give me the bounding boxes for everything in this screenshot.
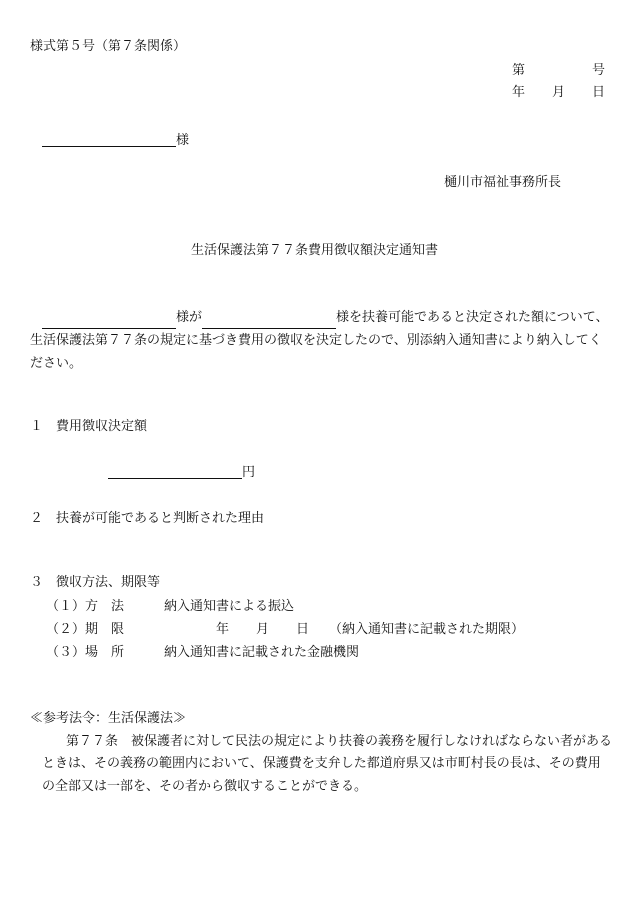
section3-heading: ３ 徴収方法、期限等 bbox=[30, 575, 161, 590]
deadline-label: （２）期 限 bbox=[46, 622, 125, 637]
amount-line bbox=[108, 464, 255, 479]
intro-paragraph bbox=[30, 306, 612, 375]
recipient-name-blank bbox=[42, 132, 176, 147]
recipient-honorific: 様 bbox=[176, 133, 190, 148]
reference-heading: ≪参考法令：生活保護法≫ bbox=[30, 711, 187, 726]
date-month: 月 bbox=[552, 85, 566, 100]
deadline-year: 年 bbox=[216, 622, 230, 637]
date-day: 日 bbox=[592, 85, 606, 100]
intro-text-2: 生活保護法第７７条の規定に基づき費用の徴収を決定したので、別添納入通知書により納入してください。 bbox=[30, 333, 602, 371]
section1-heading: １ 費用徴収決定額 bbox=[30, 419, 148, 434]
issuer: 樋川市福祉事務所長 bbox=[444, 175, 562, 190]
document-title: 生活保護法第７７条費用徴収額決定通知書 bbox=[191, 243, 439, 258]
reference-body: 第７７条 被保護者に対して民法の規定により扶養の義務を履行しなければならない者があるときは、その義務の範囲内において、保護費を支弁した都道府県又は市町村長の長は、その費用の全部又は一部を、その者から徴収することができる。 bbox=[42, 733, 613, 794]
obligor-name-blank bbox=[42, 314, 176, 329]
amount-blank bbox=[108, 464, 242, 479]
number-prefix: 第 bbox=[512, 63, 526, 78]
deadline-day: 日 bbox=[296, 622, 310, 637]
method-value: 納入通知書による振込 bbox=[164, 599, 295, 614]
method-label: （１）方 法 bbox=[46, 599, 125, 614]
deadline-note: （納入通知書に記載された期限） bbox=[329, 622, 525, 637]
place-label: （３）場 所 bbox=[46, 645, 125, 660]
intro-honorific-1: 様が bbox=[176, 310, 203, 325]
form-label: 様式第５号（第７条関係） bbox=[30, 39, 187, 54]
reference-block bbox=[30, 708, 612, 798]
section2-heading: ２ 扶養が可能であると判断された理由 bbox=[30, 511, 265, 526]
amount-unit: 円 bbox=[242, 465, 256, 480]
protected-person-blank bbox=[202, 314, 336, 329]
place-value: 納入通知書に記載された金融機関 bbox=[164, 645, 360, 660]
intro-honorific-2: 様 bbox=[336, 310, 350, 325]
recipient-line bbox=[42, 132, 189, 147]
deadline-month: 月 bbox=[256, 622, 270, 637]
intro-text-1: を扶養可能であると決定された額について、 bbox=[349, 310, 609, 325]
number-suffix: 号 bbox=[592, 63, 606, 78]
date-year: 年 bbox=[512, 85, 526, 100]
